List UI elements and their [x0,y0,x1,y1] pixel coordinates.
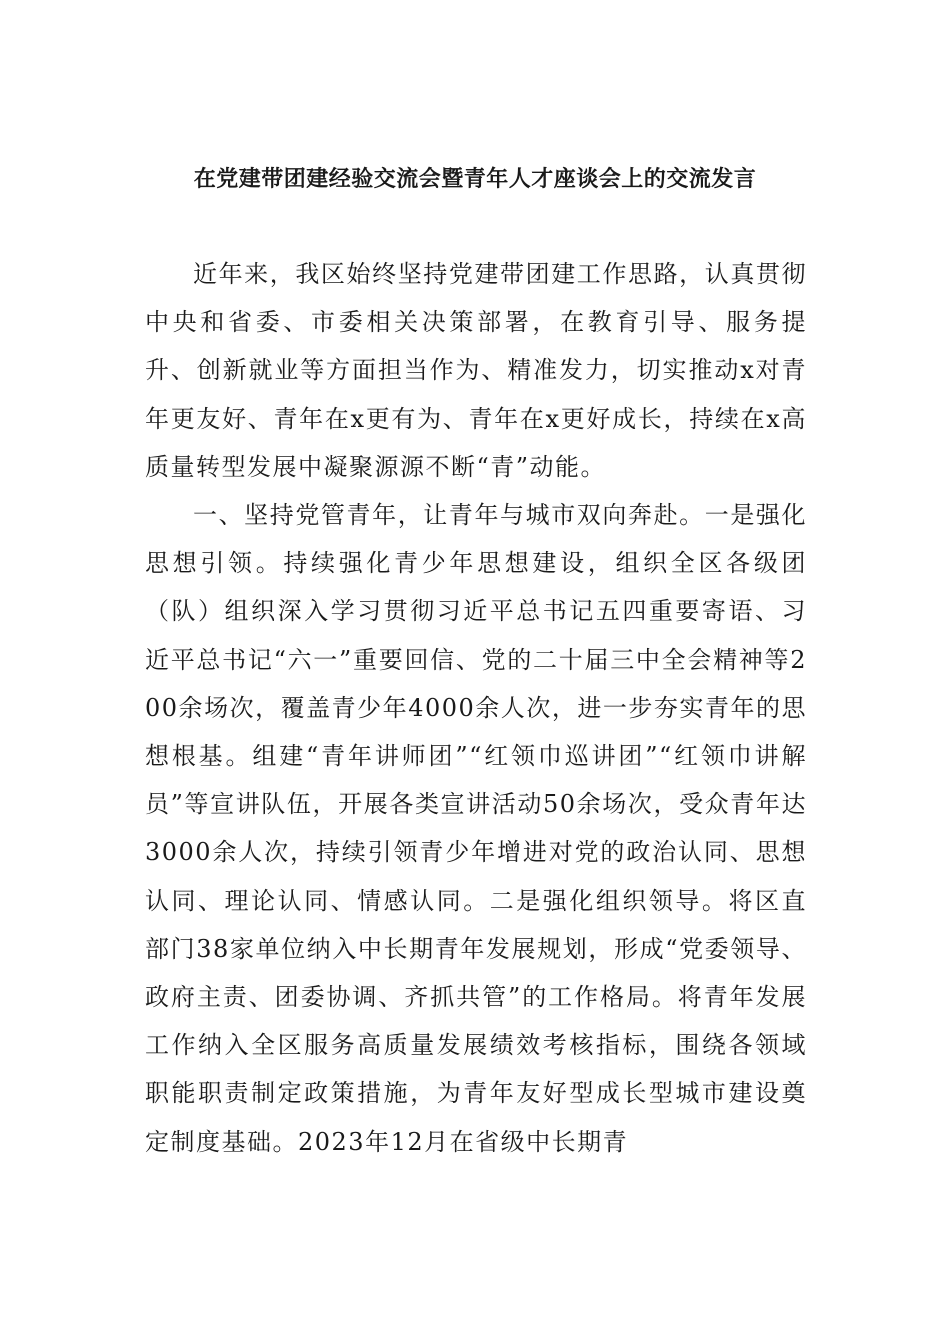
document-body [145,250,807,1166]
paragraph-section-one: 一、坚持党管青年，让青年与城市双向奔赴。一是强化思想引领。持续强化青少年思想建设，组织全区各级团（队）组织深入学习贯彻习近平总书记五四重要寄语、习近平总书记“六一”重要回信、党的二十届三中全会精神等200余场次，覆盖青少年4000余人次，进一步夯实青年的思想根基。组建“青年讲师团”“红领巾巡讲团”“红领巾讲解员”等宣讲队伍，开展各类宣讲活动50余场次，受众青年达3000余人次，持续引领青少年增进对党的政治认同、思想认同、理论认同、情感认同。二是强化组织领导。将区直部门38家单位纳入中长期青年发展规划，形成“党委领导、政府主责、团委协调、齐抓共管”的工作格局。将青年发展工作纳入全区服务高质量发展绩效考核指标，围绕各领域职能职责制定政策措施，为青年友好型成长型城市建设奠定制度基础。2023年12月在省级中长期青 [145,501,807,1156]
document-title: 在党建带团建经验交流会暨青年人才座谈会上的交流发言 [193,167,757,192]
paragraph-intro: 近年来，我区始终坚持党建带团建工作思路，认真贯彻中央和省委、市委相关决策部署，在教育引导、服务提升、创新就业等方面担当作为、精准发力，切实推动x对青年更友好、青年在x更有为、青年在x更好成长，持续在x高质量转型发展中凝聚源源不断“青”动能。 [145,260,807,481]
